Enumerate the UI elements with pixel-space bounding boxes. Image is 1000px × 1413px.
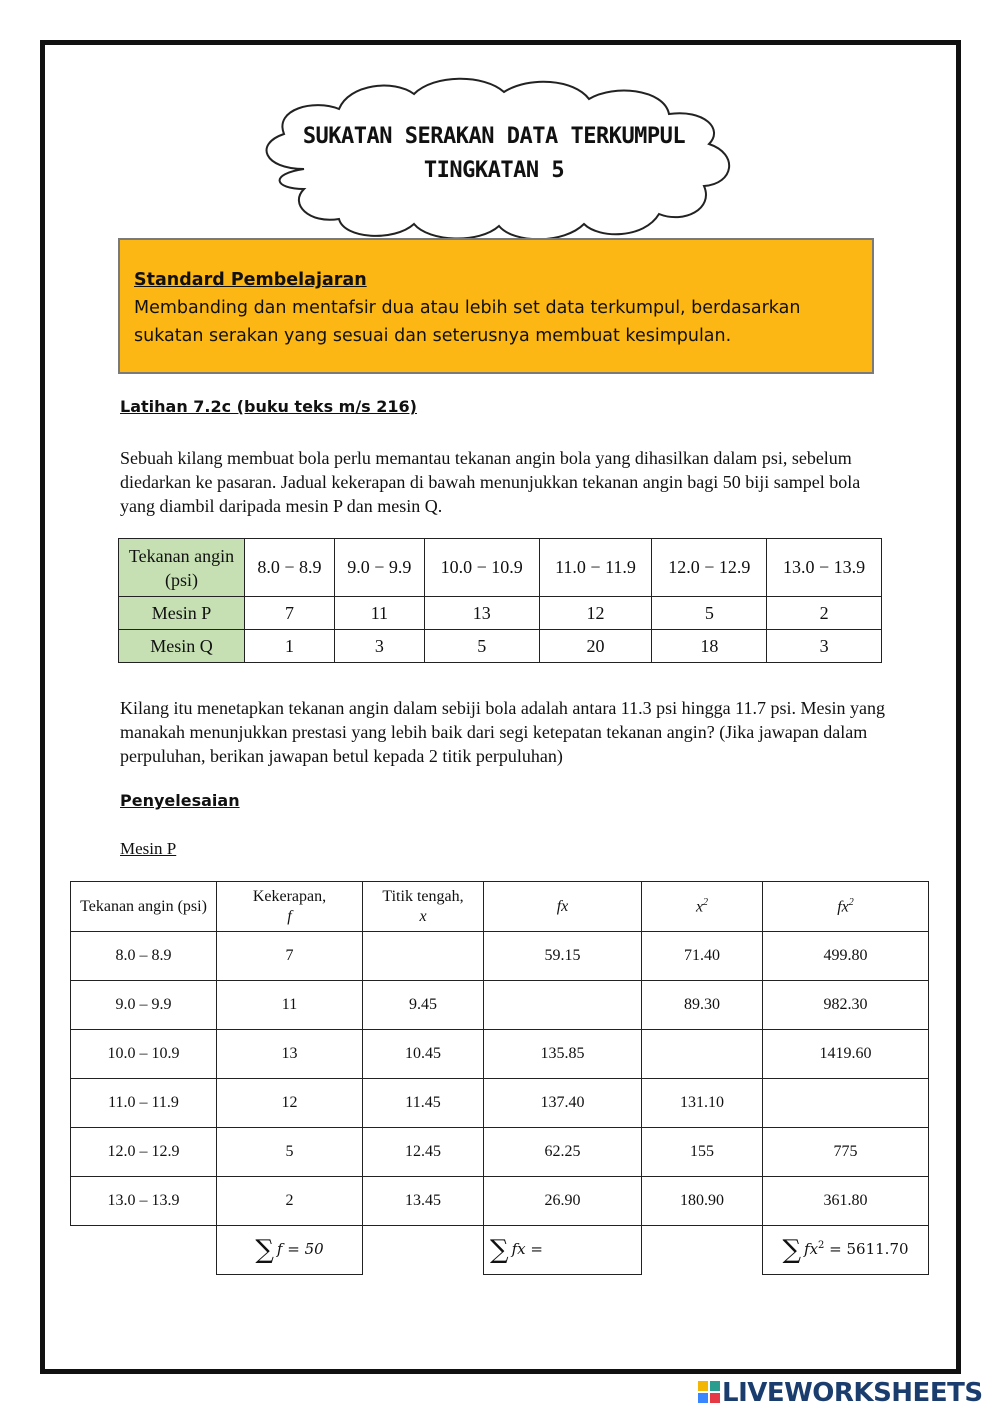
sum-blank [642, 1226, 763, 1275]
working-cell: 89.30 [642, 981, 763, 1030]
freq-cell: 5 [652, 597, 767, 630]
freq-cell: 5 [424, 630, 539, 663]
intro-paragraph: Sebuah kilang membuat bola perlu memantau tekanan angin bola yang dihasilkan dalam psi, sebelum diedarkan ke pasaran. Jadual kekerapan di bawah menunjukkan tekanan angin bagi 50 biji sampel bola yang diambil daripada mesin P dan mesin Q. [120, 448, 861, 516]
header-frequency-text: Kekerapan, [252, 887, 327, 905]
working-cell: 13 [217, 1030, 363, 1079]
class-cell: 12.0 − 12.9 [652, 539, 767, 597]
working-cell: 8.0 – 8.9 [71, 932, 217, 981]
working-row [71, 981, 929, 1030]
class-cell: 8.0 − 8.9 [245, 539, 335, 597]
working-cell: 13.0 – 13.9 [71, 1177, 217, 1226]
sum-f-value: f = 50 [276, 1240, 324, 1258]
working-cell: 12.0 – 12.9 [71, 1128, 217, 1177]
working-cell: 361.80 [763, 1177, 929, 1226]
working-row [71, 1177, 929, 1226]
question-paragraph: Kilang itu menetapkan tekanan angin dalam sebiji bola adalah antara 11.3 psi hingga 11.7 psi. Mesin yang manakah menunjukkan prestasi yang lebih baik dari segi ketepatan tekanan angin? (Jika jawapan dalam perpuluhan, berikan jawapan betul kepada 2 titik perpuluhan) [120, 698, 885, 766]
working-cell: 12 [217, 1079, 363, 1128]
working-cell [363, 932, 484, 981]
row-label: Mesin P [119, 597, 245, 630]
working-cell [763, 1079, 929, 1128]
freq-cell: 20 [539, 630, 652, 663]
title-line-1: SUKATAN SERAKAN DATA TERKUMPUL [302, 124, 686, 149]
page-title [244, 120, 744, 188]
sum-f-cell [217, 1226, 363, 1275]
title-line-2: TINGKATAN 5 [423, 158, 565, 183]
header-x2 [642, 882, 763, 932]
working-cell: 775 [763, 1128, 929, 1177]
working-cell: 982.30 [763, 981, 929, 1030]
frequency-header-label: Tekanan angin (psi) [119, 539, 245, 597]
mesin-p-row [119, 597, 882, 630]
header-midpoint-var: x [419, 907, 427, 925]
exercise-heading: Latihan 7.2c (buku teks m/s 216) [120, 397, 417, 416]
header-midpoint [363, 882, 484, 932]
header-frequency [217, 882, 363, 932]
freq-cell: 3 [767, 630, 882, 663]
sum-row [71, 1226, 929, 1275]
freq-cell: 12 [539, 597, 652, 630]
sum-fx-value: fx = [511, 1240, 543, 1258]
working-cell: 1419.60 [763, 1030, 929, 1079]
sum-fx2-exp: 2 [818, 1240, 825, 1251]
logo-grid-icon [698, 1381, 720, 1403]
row-label: Mesin Q [119, 630, 245, 663]
working-cell: 10.45 [363, 1030, 484, 1079]
working-table [70, 881, 929, 1275]
working-cell: 9.0 – 9.9 [71, 981, 217, 1030]
working-cell: 12.45 [363, 1128, 484, 1177]
freq-cell: 3 [334, 630, 424, 663]
working-cell: 62.25 [484, 1128, 642, 1177]
working-cell [484, 981, 642, 1030]
liveworksheets-logo [698, 1378, 983, 1408]
working-cell: 11.45 [363, 1079, 484, 1128]
class-cell: 10.0 − 10.9 [424, 539, 539, 597]
header-fx2-base: fx [837, 898, 849, 916]
class-cell: 13.0 − 13.9 [767, 539, 882, 597]
working-rows [71, 932, 929, 1226]
class-cell: 9.0 − 9.9 [334, 539, 424, 597]
working-cell: 59.15 [484, 932, 642, 981]
working-cell: 11 [217, 981, 363, 1030]
sum-fx2-cell [763, 1226, 929, 1275]
working-row [71, 1128, 929, 1177]
sigma-symbol: ∑ [255, 1235, 274, 1265]
working-cell: 2 [217, 1177, 363, 1226]
frequency-header-row [119, 539, 882, 597]
freq-cell: 18 [652, 630, 767, 663]
header-fx: fx [484, 882, 642, 932]
freq-cell: 1 [245, 630, 335, 663]
sum-fx2-rhs: = 5611.70 [824, 1240, 909, 1258]
working-cell: 9.45 [363, 981, 484, 1030]
sigma-symbol: ∑ [782, 1235, 802, 1265]
working-cell: 13.45 [363, 1177, 484, 1226]
header-fx2-exp: 2 [848, 896, 854, 908]
working-cell: 26.90 [484, 1177, 642, 1226]
working-cell: 7 [217, 932, 363, 981]
working-row [71, 1079, 929, 1128]
sum-blank [363, 1226, 484, 1275]
header-x2-base: x [695, 898, 704, 916]
working-cell: 131.10 [642, 1079, 763, 1128]
working-cell: 137.40 [484, 1079, 642, 1128]
mesin-q-row [119, 630, 882, 663]
sigma-symbol: ∑ [490, 1235, 509, 1265]
header-fx2 [763, 882, 929, 932]
freq-cell: 7 [245, 597, 335, 630]
header-midpoint-text: Titik tengah, [382, 887, 464, 905]
class-cell: 11.0 − 11.9 [539, 539, 652, 597]
header-pressure: Tekanan angin (psi) [71, 882, 217, 932]
working-cell: 5 [217, 1128, 363, 1177]
learning-standard-box [118, 238, 874, 374]
sum-blank [71, 1226, 217, 1275]
freq-cell: 13 [424, 597, 539, 630]
freq-cell: 11 [334, 597, 424, 630]
frequency-table [118, 538, 882, 663]
working-cell: 499.80 [763, 932, 929, 981]
working-cell: 11.0 – 11.9 [71, 1079, 217, 1128]
logo-text: LIVEWORKSHEETS [722, 1378, 983, 1408]
working-row [71, 1030, 929, 1079]
sum-fx2-lhs: fx [804, 1240, 819, 1258]
working-cell: 71.40 [642, 932, 763, 981]
working-row [71, 932, 929, 981]
header-x2-exp: 2 [703, 896, 709, 908]
learning-standard-heading: Standard Pembelajaran [134, 270, 367, 290]
working-cell: 135.85 [484, 1030, 642, 1079]
solution-heading: Penyelesaian [120, 791, 240, 810]
sum-fx-cell [484, 1226, 642, 1275]
learning-standard-text: Membanding dan mentafsir dua atau lebih set data terkumpul, berdasarkan sukatan serakan yang sesuai dan seterusnya membuat kesimpulan. [134, 298, 801, 346]
working-header-row [71, 882, 929, 932]
header-frequency-var: f [287, 907, 292, 925]
working-cell: 155 [642, 1128, 763, 1177]
working-cell: 10.0 – 10.9 [71, 1030, 217, 1079]
working-cell [642, 1030, 763, 1079]
mesin-p-label: Mesin P [120, 839, 177, 858]
working-cell: 180.90 [642, 1177, 763, 1226]
freq-cell: 2 [767, 597, 882, 630]
